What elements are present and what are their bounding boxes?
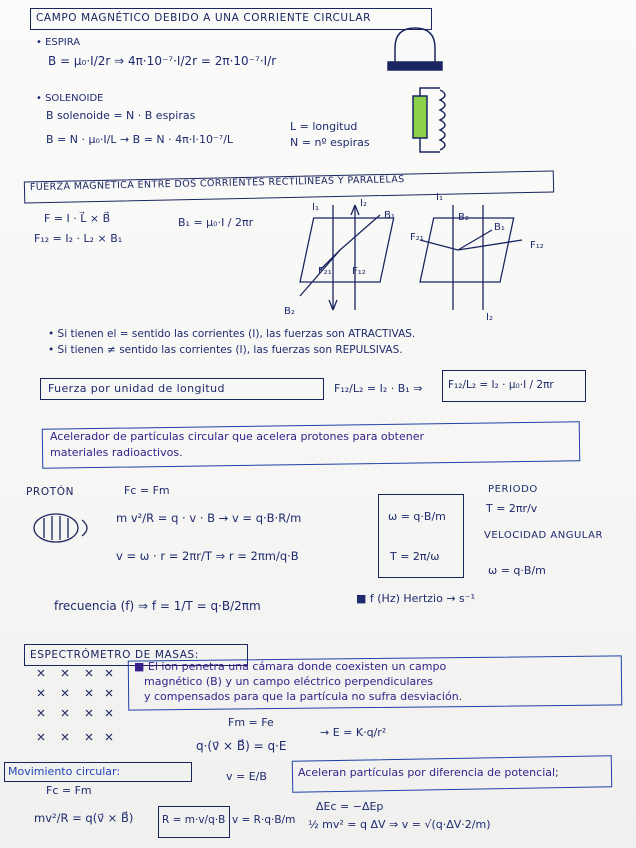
- unidad-formula-2: F₁₂/L₂ = I₂ · μ₀·I / 2πr: [448, 379, 554, 391]
- diagram-label-B1: B₁: [384, 210, 395, 221]
- diagram-label-I1-right: I₁: [436, 192, 443, 203]
- proton-box-T: T = 2π/ω: [390, 550, 440, 563]
- atractivas-line: • Si tienen el = sentido las corrientes (I), las fuerzas son ATRACTIVAS.: [48, 328, 416, 340]
- proton-label: PROTÓN: [26, 486, 75, 498]
- espira-formula: B = μ₀·I/2r ⇒ 4π·10⁻⁷·I/2r = 2π·10⁻⁷·I/r: [48, 54, 277, 68]
- espira-drawing: [388, 28, 442, 70]
- diagram-label-I1: I₁: [312, 202, 319, 213]
- diagram-label-B2-right: B₂: [458, 212, 469, 223]
- velocidad-angular-label: VELOCIDAD ANGULAR: [484, 530, 603, 541]
- solenoide-label: • SOLENOIDE: [36, 93, 104, 104]
- ec-eq: ΔEc = −ΔEp: [316, 800, 384, 813]
- acelera-text: Aceleran partículas por diferencia de potencial;: [298, 766, 559, 779]
- espectrometro-line-2: magnético (B) y un campo eléctrico perpendiculares: [144, 675, 434, 688]
- field-x-marks: [38, 670, 112, 740]
- unidad-label: Fuerza por unidad de longitud: [48, 382, 225, 395]
- espectrometro-line-3: y compensados para que la partícula no sufra desviación.: [144, 690, 463, 703]
- periodo-eq: T = 2πr/v: [486, 502, 538, 515]
- section1-title: CAMPO MAGNÉTICO DEBIDO A UNA CORRIENTE CIRCULAR: [36, 12, 372, 24]
- espira-label: • ESPIRA: [36, 37, 81, 48]
- proton-fc: Fc = Fm: [124, 484, 170, 497]
- v-eq: v = E/B: [226, 770, 267, 783]
- diagram-label-F21: F₂₁: [318, 266, 332, 277]
- acelerador-text-2: materiales radioactivos.: [50, 446, 183, 459]
- proton-eq2: v = ω · r = 2πr/T ⇒ r = 2πm/q·B: [116, 549, 299, 563]
- movimiento-eq1: mv²/R = q(v⃗ × B⃗): [34, 811, 134, 825]
- ec-eq-2: ½ mv² = q ΔV ⇒ v = √(q·ΔV·2/m): [308, 818, 491, 831]
- proton-drawing: [34, 514, 87, 542]
- unidad-formula-1: F₁₂/L₂ = I₂ · B₁ ⇒: [334, 382, 423, 395]
- acelerador-box: [42, 421, 581, 469]
- repulsivas-line: • Si tienen ≠ sentido las corrientes (I), las fuerzas son REPULSIVAS.: [48, 344, 403, 356]
- fm-fe: Fm = Fe: [228, 716, 274, 729]
- frecuencia-eq: frecuencia (f) ⇒ f = 1/T = q·B/2πm: [54, 599, 261, 613]
- solenoid-drawing: [413, 88, 445, 152]
- omega-eq: ω = q·B/m: [488, 564, 546, 577]
- legend-espiras: N = nº espiras: [290, 136, 370, 149]
- proton-eq1: m v²/R = q · v · B → v = q·B·R/m: [116, 511, 302, 525]
- proton-result-box: [378, 494, 464, 578]
- fuerza-b1: B₁ = μ₀·I / 2πr: [178, 216, 254, 229]
- diagram-label-I2-top: I₂: [360, 198, 367, 209]
- movimiento-fc: Fc = Fm: [46, 784, 92, 797]
- parallel-currents-diagram: [300, 205, 522, 310]
- espectrometro-title: ESPECTRÓMETRO DE MASAS:: [30, 649, 199, 661]
- fuerza-formula-2: F₁₂ = I₂ · L₂ × B₁: [34, 232, 123, 245]
- periodo-label: PERIODO: [488, 484, 538, 495]
- fuerza-formula-1: F = I · L⃗ × B⃗: [44, 212, 111, 225]
- diagram-label-B2: B₂: [284, 306, 295, 317]
- e-eq: → E = K·q/r²: [320, 726, 387, 739]
- espectrometro-eq: q·(v⃗ × B⃗) = q·E: [196, 739, 287, 753]
- radius-eq: R = m·v/q·B: [162, 814, 226, 826]
- acelerador-text-1: Acelerador de partículas circular que acelera protones para obtener: [50, 430, 424, 443]
- proton-box-omega: ω = q·B/m: [388, 510, 446, 523]
- movimiento-eq2: v = R·q·B/m: [232, 814, 296, 826]
- legend-longitud: L = longitud: [290, 120, 358, 133]
- espectrometro-line-1: ■ El ion penetra una cámara donde coexisten un campo: [134, 660, 447, 673]
- section2-title: FUERZA MAGNÉTICA ENTRE DOS CORRIENTES RECTILÍNEAS Y PARALELAS: [29, 174, 405, 193]
- hertz-line: ■ f (Hz) Hertzio → s⁻¹: [356, 592, 475, 605]
- diagram-label-F12: F₁₂: [352, 266, 366, 277]
- diagram-label-F12-right: F₁₂: [530, 240, 544, 251]
- diagram-label-F21-right: F₂₁: [410, 232, 424, 243]
- movimiento-label: Movimiento circular:: [8, 765, 121, 778]
- solenoide-line1: B solenoide = N · B espiras: [46, 109, 196, 122]
- diagram-label-I2-bottom: I₂: [486, 312, 493, 323]
- diagram-label-B1-right: B₁: [494, 222, 505, 233]
- solenoide-line2: B = N · μ₀·I/L → B = N · 4π·I·10⁻⁷/L: [46, 133, 234, 146]
